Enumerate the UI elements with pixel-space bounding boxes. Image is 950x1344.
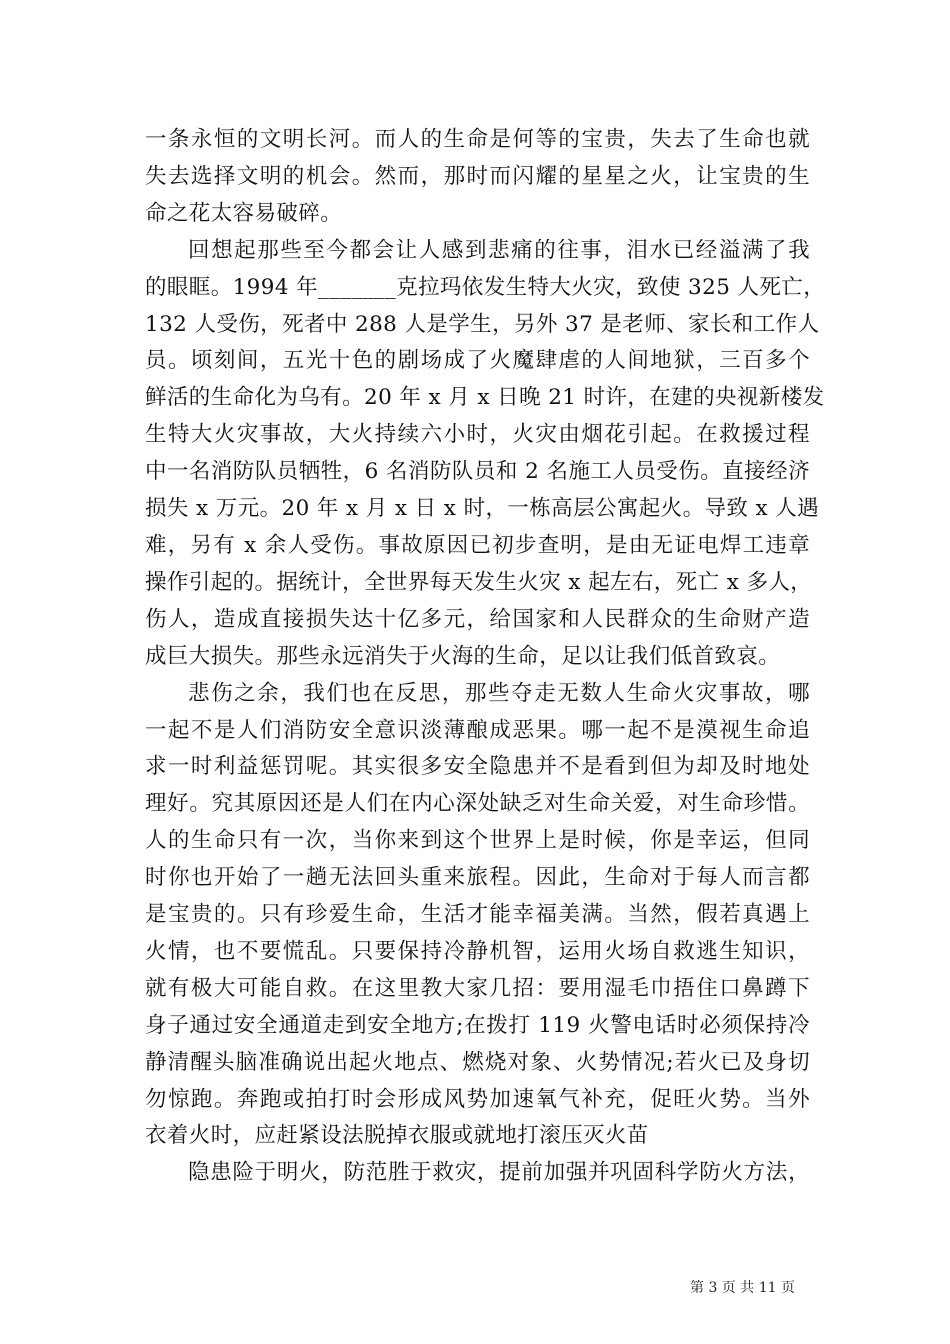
paragraph-line: 人的生命只有一次，当你来到这个世界上是时候，你是幸运，但同 [145, 828, 810, 854]
paragraph [145, 676, 810, 1156]
paragraph-line: 衣着火时，应赶紧设法脱掉衣服或就地打滚压灭火苗 [145, 1123, 649, 1149]
paragraph-line: 一条永恒的文明长河。而人的生命是何等的宝贵，失去了生命也就 [145, 127, 810, 152]
paragraph-line: 132 人受伤，死者中 288 人是学生，另外 37 是老师、家长和工作人 [145, 311, 820, 337]
document-body [145, 122, 826, 1192]
paragraph-line: 理好。究其原因还是人们在内心深处缺乏对生命关爱，对生命珍惜。 [145, 791, 810, 817]
paragraph-line: 求一时利益惩罚呢。其实很多安全隐患并不是看到但为却及时地处 [145, 754, 810, 780]
paragraph-line: 失去选择文明的机会。然而，那时而闪耀的星星之火，让宝贵的生 [145, 163, 810, 189]
paragraph-line: 损失 x 万元。20 年 x 月 x 日 x 时，一栋高层公寓起火。导致 x 人遇 [145, 496, 820, 522]
paragraph-line: 的眼眶。1994 年_______克拉玛依发生特大火灾，致使 325 人死亡， [145, 274, 826, 300]
paragraph-line: 难，另有 x 余人受伤。事故原因已初步查明，是由无证电焊工违章 [145, 532, 810, 558]
paragraph-line: 操作引起的。据统计，全世界每天发生火灾 x 起左右，死亡 x 多人， [145, 569, 813, 595]
paragraph-line: 中一名消防队员牺牲，6 名消防队员和 2 名施工人员受伤。直接经济 [145, 459, 810, 485]
paragraph-line: 员。顷刻间，五光十色的剧场成了火魔肆虐的人间地狱，三百多个 [145, 348, 810, 374]
paragraph-line: 火情，也不要慌乱。只要保持冷静机智，运用火场自救逃生知识， [145, 938, 810, 964]
paragraph-line: 就有极大可能自救。在这里教大家几招：要用湿毛巾捂住口鼻蹲下 [145, 975, 810, 1001]
paragraph-line: 伤人，造成直接损失达十亿多元，给国家和人民群众的生命财产造 [145, 606, 810, 632]
paragraph-line: 回想起那些至今都会让人感到悲痛的往事，泪水已经溢满了我 [188, 237, 810, 263]
paragraph-line: 是宝贵的。只有珍爱生命，生活才能幸福美满。当然，假若真遇上 [145, 902, 810, 928]
paragraph-line: 一起不是人们消防安全意识淡薄酿成恶果。哪一起不是漠视生命追 [145, 717, 810, 743]
paragraph-line: 隐患险于明火，防范胜于救灾，提前加强并巩固科学防火方法， [188, 1160, 810, 1186]
paragraph-line: 身子通过安全通道走到安全地方;在拨打 119 火警电话时必须保持冷 [145, 1012, 810, 1038]
paragraph [145, 1155, 810, 1192]
paragraph-line: 勿惊跑。奔跑或拍打时会形成风势加速氧气补充，促旺火势。当外 [145, 1086, 810, 1112]
paragraph-line: 生特大火灾事故，大火持续六小时，火灾由烟花引起。在救援过程 [145, 422, 810, 448]
page-number-footer: 第 3 页 共 11 页 [690, 1280, 795, 1296]
paragraph-line: 时你也开始了一趟无法回头重来旅程。因此，生命对于每人而言都 [145, 865, 810, 891]
paragraph [145, 233, 826, 676]
paragraph-line: 命之花太容易破碎。 [145, 200, 343, 226]
paragraph-line: 静清醒头脑准确说出起火地点、燃烧对象、火势情况;若火已及身切 [145, 1049, 810, 1075]
paragraph-line: 悲伤之余，我们也在反思，那些夺走无数人生命火灾事故，哪 [188, 680, 810, 706]
paragraph-line: 鲜活的生命化为乌有。20 年 x 月 x 日晚 21 时许，在建的央视新楼发 [145, 385, 825, 411]
paragraph-line: 成巨大损失。那些永远消失于火海的生命，足以让我们低首致哀。 [145, 643, 781, 669]
paragraph [145, 122, 810, 233]
